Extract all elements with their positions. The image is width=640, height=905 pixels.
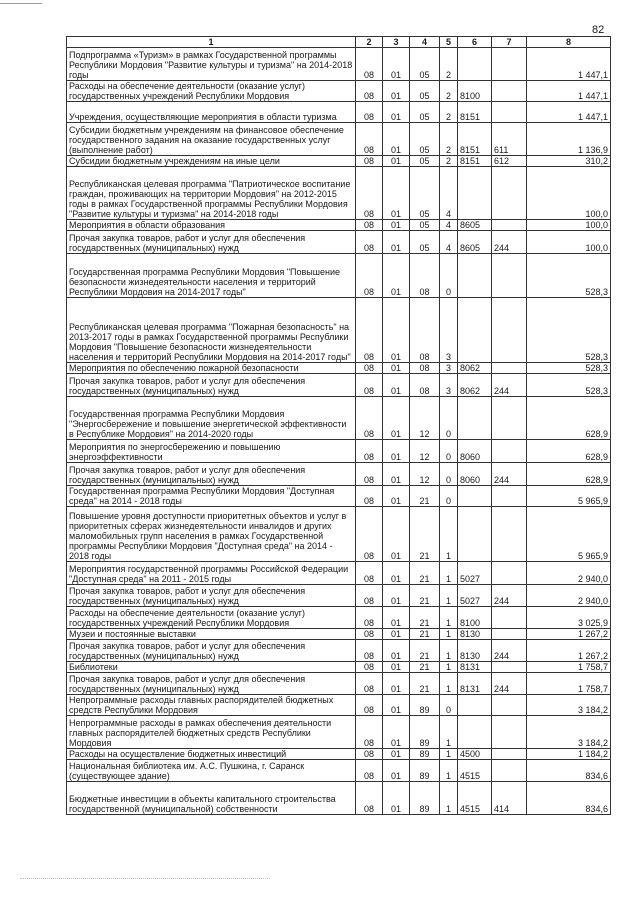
table-cell-col6: 4500 xyxy=(458,749,492,760)
table-cell-col8: 528,3 xyxy=(527,298,611,363)
table-cell-col8: 1 447,1 xyxy=(527,48,611,81)
table-cell-col8: 1 447,1 xyxy=(527,81,611,102)
table-row xyxy=(67,81,611,102)
table-cell-col6 xyxy=(458,397,492,440)
table-cell-col8: 100,0 xyxy=(527,231,611,254)
table-row xyxy=(67,254,611,298)
table-cell-col4: 21 xyxy=(410,507,440,562)
table-cell-col4: 08 xyxy=(410,363,440,374)
table-cell-col3: 01 xyxy=(383,374,410,397)
table-cell-col4: 08 xyxy=(410,254,440,298)
table-cell-col7: 612 xyxy=(492,156,527,167)
table-row xyxy=(67,231,611,254)
table-cell-col6: 8062 xyxy=(458,363,492,374)
table-cell-col5: 1 xyxy=(440,749,458,760)
table-row xyxy=(67,167,611,220)
table-cell-col8: 628,9 xyxy=(527,463,611,486)
table-cell-col6 xyxy=(458,48,492,81)
table-row xyxy=(67,298,611,363)
table-cell-col5: 4 xyxy=(440,220,458,231)
table-cell-col8: 1 267,2 xyxy=(527,629,611,640)
table-cell-col7 xyxy=(492,562,527,585)
table-row xyxy=(67,673,611,695)
table-cell-col2: 08 xyxy=(356,695,383,716)
table-cell-col1: Подпрограмма «Туризм» в рамках Государственной программы Республики Мордовия "Развитие культуры и туризма" на 2014-2018 годы xyxy=(67,48,356,81)
table-cell-col1: Бюджетные инвестиции в объекты капитального строительства государственной (муниципальной) собственности xyxy=(67,782,356,815)
table-cell-col7 xyxy=(492,298,527,363)
table-cell-col2: 08 xyxy=(356,440,383,463)
table-cell-col8: 2 940,0 xyxy=(527,585,611,607)
table-cell-col4: 89 xyxy=(410,695,440,716)
table-cell-col8: 3 184,2 xyxy=(527,716,611,749)
table-cell-col7 xyxy=(492,48,527,81)
table-cell-col4: 05 xyxy=(410,48,440,81)
table-cell-col3: 01 xyxy=(383,102,410,123)
table-cell-col3: 01 xyxy=(383,782,410,815)
table-row xyxy=(67,760,611,782)
table-cell-col7: 244 xyxy=(492,463,527,486)
table-cell-col5: 0 xyxy=(440,397,458,440)
table-cell-col4: 08 xyxy=(410,298,440,363)
table-cell-col8: 834,6 xyxy=(527,782,611,815)
table-cell-col7 xyxy=(492,102,527,123)
table-cell-col6 xyxy=(458,507,492,562)
header-cell: 6 xyxy=(458,37,492,48)
table-cell-col7 xyxy=(492,716,527,749)
table-cell-col5: 2 xyxy=(440,48,458,81)
table-row xyxy=(67,695,611,716)
table-cell-col8: 1 447,1 xyxy=(527,102,611,123)
table-cell-col3: 01 xyxy=(383,123,410,156)
table-cell-col6: 5027 xyxy=(458,562,492,585)
table-cell-col7 xyxy=(492,629,527,640)
table-cell-col5: 3 xyxy=(440,374,458,397)
table-cell-col1: Музеи и постоянные выставки xyxy=(67,629,356,640)
table-cell-col8: 1 267,2 xyxy=(527,640,611,662)
table-cell-col4: 21 xyxy=(410,673,440,695)
table-header-row xyxy=(67,37,611,48)
table-cell-col5: 3 xyxy=(440,363,458,374)
table-cell-col5: 1 xyxy=(440,760,458,782)
table-cell-col8: 5 965,9 xyxy=(527,486,611,507)
table-cell-col5: 0 xyxy=(440,254,458,298)
table-cell-col3: 01 xyxy=(383,81,410,102)
table-row xyxy=(67,123,611,156)
table-row xyxy=(67,363,611,374)
table-row xyxy=(67,374,611,397)
table-cell-col4: 05 xyxy=(410,102,440,123)
table-cell-col3: 01 xyxy=(383,486,410,507)
table-cell-col4: 89 xyxy=(410,760,440,782)
table-cell-col1: Прочая закупка товаров, работ и услуг для обеспечения государственных (муниципальных) нужд xyxy=(67,463,356,486)
table-cell-col6: 8605 xyxy=(458,220,492,231)
table-cell-col3: 01 xyxy=(383,220,410,231)
table-cell-col2: 08 xyxy=(356,374,383,397)
table-cell-col3: 01 xyxy=(383,363,410,374)
table-cell-col8: 100,0 xyxy=(527,220,611,231)
table-cell-col8: 1 184,2 xyxy=(527,749,611,760)
table-cell-col5: 1 xyxy=(440,585,458,607)
table-cell-col1: Учреждения, осуществляющие мероприятия в области туризма xyxy=(67,102,356,123)
table-cell-col2: 08 xyxy=(356,749,383,760)
table-cell-col2: 08 xyxy=(356,363,383,374)
table-cell-col3: 01 xyxy=(383,507,410,562)
table-cell-col1: Мероприятия государственной программы Российской Федерации "Доступная среда" на 2011 - 2015 годы xyxy=(67,562,356,585)
table-cell-col2: 08 xyxy=(356,629,383,640)
table-cell-col6 xyxy=(458,716,492,749)
table-cell-col7 xyxy=(492,81,527,102)
table-cell-col4: 05 xyxy=(410,156,440,167)
table-cell-col3: 01 xyxy=(383,673,410,695)
table-cell-col5: 0 xyxy=(440,486,458,507)
table-cell-col7: 414 xyxy=(492,782,527,815)
table-cell-col5: 1 xyxy=(440,673,458,695)
table-cell-col4: 12 xyxy=(410,397,440,440)
table-cell-col8: 310,2 xyxy=(527,156,611,167)
table-cell-col4: 89 xyxy=(410,716,440,749)
table-cell-col7: 244 xyxy=(492,374,527,397)
table-cell-col1: Государственная программа Республики Мордовия "Энергосбережение и повышение энергетической эффективности в Республике Мордовия" на 2014-2020 годы xyxy=(67,397,356,440)
table-row xyxy=(67,640,611,662)
table-cell-col2: 08 xyxy=(356,662,383,673)
table-cell-col5: 3 xyxy=(440,298,458,363)
table-cell-col7: 611 xyxy=(492,123,527,156)
table-cell-col6: 8062 xyxy=(458,374,492,397)
table-cell-col3: 01 xyxy=(383,695,410,716)
table-cell-col7: 244 xyxy=(492,640,527,662)
table-cell-col5: 1 xyxy=(440,640,458,662)
table-cell-col2: 08 xyxy=(356,585,383,607)
table-cell-col6: 8605 xyxy=(458,231,492,254)
table-cell-col3: 01 xyxy=(383,156,410,167)
table-cell-col4: 89 xyxy=(410,782,440,815)
table-cell-col6 xyxy=(458,695,492,716)
table-cell-col3: 01 xyxy=(383,585,410,607)
page-number: 82 xyxy=(592,24,605,36)
table-cell-col2: 08 xyxy=(356,486,383,507)
table-cell-col7 xyxy=(492,607,527,629)
table-cell-col1: Мероприятия по обеспечению пожарной безопасности xyxy=(67,363,356,374)
table-cell-col6 xyxy=(458,486,492,507)
table-cell-col5: 4 xyxy=(440,167,458,220)
table-cell-col1: Субсидии бюджетным учреждениям на иные цели xyxy=(67,156,356,167)
table-cell-col6 xyxy=(458,167,492,220)
table-cell-col2: 08 xyxy=(356,562,383,585)
table-row xyxy=(67,562,611,585)
table-row xyxy=(67,782,611,815)
table-cell-col7: 244 xyxy=(492,585,527,607)
table-cell-col3: 01 xyxy=(383,562,410,585)
table-cell-col6: 8100 xyxy=(458,607,492,629)
budget-table xyxy=(66,36,611,815)
table-cell-col7: 244 xyxy=(492,231,527,254)
table-cell-col5: 1 xyxy=(440,782,458,815)
table-cell-col3: 01 xyxy=(383,607,410,629)
table-cell-col1: Государственная программа Республики Мордовия "Повышение безопасности жизнедеятельности населения и территорий Республики Мордовия на 2014-2017 годы" xyxy=(67,254,356,298)
table-row xyxy=(67,486,611,507)
table-cell-col7 xyxy=(492,507,527,562)
table-cell-col7 xyxy=(492,760,527,782)
table-cell-col7 xyxy=(492,363,527,374)
table-cell-col8: 2 940,0 xyxy=(527,562,611,585)
table-cell-col8: 628,9 xyxy=(527,440,611,463)
table-cell-col5: 1 xyxy=(440,562,458,585)
scan-corner-mark xyxy=(0,3,42,4)
table-row xyxy=(67,585,611,607)
table-cell-col2: 08 xyxy=(356,48,383,81)
table-cell-col2: 08 xyxy=(356,81,383,102)
table-cell-col2: 08 xyxy=(356,463,383,486)
table-cell-col2: 08 xyxy=(356,220,383,231)
table-cell-col3: 01 xyxy=(383,48,410,81)
table-cell-col6: 8131 xyxy=(458,662,492,673)
table-cell-col4: 21 xyxy=(410,629,440,640)
table-cell-col6 xyxy=(458,254,492,298)
table-cell-col8: 1 136,9 xyxy=(527,123,611,156)
table-cell-col7 xyxy=(492,220,527,231)
table-cell-col1: Национальная библиотека им. А.С. Пушкина, г. Саранск (существующее здание) xyxy=(67,760,356,782)
table-row xyxy=(67,102,611,123)
header-cell: 4 xyxy=(410,37,440,48)
table-cell-col1: Мероприятия по энергосбережению и повышению энергоэффективности xyxy=(67,440,356,463)
table-cell-col1: Расходы на обеспечение деятельности (оказание услуг) государственных учреждений Республики Мордовия xyxy=(67,81,356,102)
table-cell-col1: Непрограммные расходы в рамках обеспечения деятельности главных распорядителей бюджетных средств Республики Мордовия xyxy=(67,716,356,749)
header-cell: 7 xyxy=(492,37,527,48)
table-cell-col3: 01 xyxy=(383,716,410,749)
table-cell-col6: 8151 xyxy=(458,123,492,156)
table-cell-col1: Государственная программа Республики Мордовия "Доступная среда" на 2014 - 2018 годы xyxy=(67,486,356,507)
table-cell-col2: 08 xyxy=(356,760,383,782)
table-cell-col7 xyxy=(492,486,527,507)
header-cell: 2 xyxy=(356,37,383,48)
table-cell-col5: 1 xyxy=(440,507,458,562)
table-cell-col5: 1 xyxy=(440,716,458,749)
table-cell-col4: 05 xyxy=(410,167,440,220)
table-cell-col5: 2 xyxy=(440,102,458,123)
table-cell-col6: 4515 xyxy=(458,760,492,782)
table-cell-col6: 8060 xyxy=(458,463,492,486)
table-cell-col2: 08 xyxy=(356,782,383,815)
table-cell-col5: 0 xyxy=(440,695,458,716)
table-row xyxy=(67,629,611,640)
table-cell-col1: Прочая закупка товаров, работ и услуг для обеспечения государственных (муниципальных) нужд xyxy=(67,585,356,607)
table-cell-col4: 89 xyxy=(410,749,440,760)
table-cell-col8: 528,3 xyxy=(527,374,611,397)
table-cell-col5: 1 xyxy=(440,607,458,629)
table-cell-col1: Республиканская целевая программа "Пожарная безопасность" на 2013-2017 годы в рамках Государственной программы Республики Мордовия "Повышение безопасности жизнедеятельности населения и территорий Республики Мордовия на 2014-2017 годы" xyxy=(67,298,356,363)
header-cell: 8 xyxy=(527,37,611,48)
table-cell-col3: 01 xyxy=(383,629,410,640)
table-cell-col5: 2 xyxy=(440,81,458,102)
table-cell-col2: 08 xyxy=(356,123,383,156)
table-cell-col4: 21 xyxy=(410,562,440,585)
scan-artifact-line xyxy=(20,878,270,880)
table-cell-col3: 01 xyxy=(383,463,410,486)
table-cell-col3: 01 xyxy=(383,440,410,463)
table-cell-col3: 01 xyxy=(383,254,410,298)
table-cell-col8: 528,3 xyxy=(527,363,611,374)
table-cell-col5: 4 xyxy=(440,231,458,254)
table-cell-col4: 05 xyxy=(410,231,440,254)
table-cell-col2: 08 xyxy=(356,102,383,123)
header-cell: 3 xyxy=(383,37,410,48)
table-cell-col1: Расходы на осуществление бюджетных инвестиций xyxy=(67,749,356,760)
table-row xyxy=(67,156,611,167)
table-cell-col6: 8130 xyxy=(458,640,492,662)
table-cell-col4: 05 xyxy=(410,81,440,102)
table-row xyxy=(67,607,611,629)
table-cell-col1: Библиотеки xyxy=(67,662,356,673)
table-cell-col8: 5 965,9 xyxy=(527,507,611,562)
table-cell-col6: 5027 xyxy=(458,585,492,607)
table-cell-col2: 08 xyxy=(356,397,383,440)
table-cell-col3: 01 xyxy=(383,298,410,363)
table-cell-col1: Республиканская целевая программа "Патриотическое воспитание граждан, проживающих на территории Мордовия" на 2012-2015 годы в рамках Государственной программы Республики Мордовия "Развитие культуры и туризма" на 2014-2018 годы xyxy=(67,167,356,220)
table-cell-col3: 01 xyxy=(383,640,410,662)
table-cell-col3: 01 xyxy=(383,231,410,254)
table-cell-col6: 8100 xyxy=(458,81,492,102)
table-cell-col8: 100,0 xyxy=(527,167,611,220)
table-row xyxy=(67,716,611,749)
table-cell-col3: 01 xyxy=(383,760,410,782)
table-cell-col8: 528,3 xyxy=(527,254,611,298)
table-cell-col1: Прочая закупка товаров, работ и услуг для обеспечения государственных (муниципальных) нужд xyxy=(67,640,356,662)
table-cell-col3: 01 xyxy=(383,167,410,220)
table-cell-col4: 21 xyxy=(410,607,440,629)
table-cell-col3: 01 xyxy=(383,749,410,760)
table-cell-col8: 3 184,2 xyxy=(527,695,611,716)
table-cell-col5: 0 xyxy=(440,440,458,463)
table-row xyxy=(67,440,611,463)
table-cell-col1: Мероприятия в области образования xyxy=(67,220,356,231)
table-cell-col1: Прочая закупка товаров, работ и услуг для обеспечения государственных (муниципальных) нужд xyxy=(67,231,356,254)
table-cell-col2: 08 xyxy=(356,716,383,749)
table-cell-col8: 1 758,7 xyxy=(527,662,611,673)
table-cell-col8: 1 758,7 xyxy=(527,673,611,695)
table-cell-col2: 08 xyxy=(356,167,383,220)
table-cell-col1: Прочая закупка товаров, работ и услуг для обеспечения государственных (муниципальных) нужд xyxy=(67,673,356,695)
table-cell-col5: 1 xyxy=(440,629,458,640)
table-cell-col2: 08 xyxy=(356,640,383,662)
table-cell-col7: 244 xyxy=(492,673,527,695)
table-cell-col1: Прочая закупка товаров, работ и услуг для обеспечения государственных (муниципальных) нужд xyxy=(67,374,356,397)
table-cell-col1: Расходы на обеспечение деятельности (оказание услуг) государственных учреждений Республики Мордовия xyxy=(67,607,356,629)
table-cell-col7 xyxy=(492,749,527,760)
table-cell-col2: 08 xyxy=(356,231,383,254)
table-cell-col4: 21 xyxy=(410,640,440,662)
table-cell-col6: 4515 xyxy=(458,782,492,815)
table-cell-col5: 2 xyxy=(440,156,458,167)
table-cell-col3: 01 xyxy=(383,662,410,673)
table-row xyxy=(67,662,611,673)
table-cell-col6: 8151 xyxy=(458,102,492,123)
table-cell-col7 xyxy=(492,695,527,716)
table-cell-col4: 05 xyxy=(410,220,440,231)
table-cell-col7 xyxy=(492,397,527,440)
table-cell-col1: Непрограммные расходы главных распорядителей бюджетных средств Республики Мордовия xyxy=(67,695,356,716)
table-cell-col5: 1 xyxy=(440,662,458,673)
table-cell-col4: 08 xyxy=(410,374,440,397)
table-cell-col7 xyxy=(492,167,527,220)
table-cell-col6: 8131 xyxy=(458,673,492,695)
table-cell-col4: 05 xyxy=(410,123,440,156)
table-cell-col1: Субсидии бюджетным учреждениям на финансовое обеспечение государственного задания на оказание государственных услуг (выполнение работ) xyxy=(67,123,356,156)
table-cell-col7 xyxy=(492,662,527,673)
table-cell-col4: 12 xyxy=(410,463,440,486)
table-cell-col8: 834,6 xyxy=(527,760,611,782)
table-cell-col7 xyxy=(492,440,527,463)
table-cell-col7 xyxy=(492,254,527,298)
header-cell: 5 xyxy=(440,37,458,48)
header-cell: 1 xyxy=(67,37,356,48)
table-cell-col4: 21 xyxy=(410,486,440,507)
table-cell-col4: 21 xyxy=(410,662,440,673)
table-cell-col2: 08 xyxy=(356,254,383,298)
table-cell-col4: 21 xyxy=(410,585,440,607)
table-cell-col3: 01 xyxy=(383,397,410,440)
table-cell-col1: Повышение уровня доступности приоритетных объектов и услуг в приоритетных сферах жизнедеятельности инвалидов и других маломобильных групп населения в рамках Государственной программы Республики Мордовия "Доступная среда" на 2014 - 2018 годы xyxy=(67,507,356,562)
table-cell-col6 xyxy=(458,298,492,363)
table-cell-col5: 2 xyxy=(440,123,458,156)
table-row xyxy=(67,48,611,81)
table-cell-col2: 08 xyxy=(356,607,383,629)
table-cell-col2: 08 xyxy=(356,298,383,363)
table-cell-col6: 8151 xyxy=(458,156,492,167)
table-row xyxy=(67,220,611,231)
table-cell-col8: 628,9 xyxy=(527,397,611,440)
table-cell-col8: 3 025,9 xyxy=(527,607,611,629)
table-cell-col5: 0 xyxy=(440,463,458,486)
table-cell-col4: 12 xyxy=(410,440,440,463)
table-row xyxy=(67,463,611,486)
table-cell-col2: 08 xyxy=(356,507,383,562)
table-row xyxy=(67,507,611,562)
table-cell-col6: 8060 xyxy=(458,440,492,463)
table-cell-col2: 08 xyxy=(356,673,383,695)
table-row xyxy=(67,397,611,440)
table-cell-col6: 8130 xyxy=(458,629,492,640)
table-row xyxy=(67,749,611,760)
table-cell-col2: 08 xyxy=(356,156,383,167)
